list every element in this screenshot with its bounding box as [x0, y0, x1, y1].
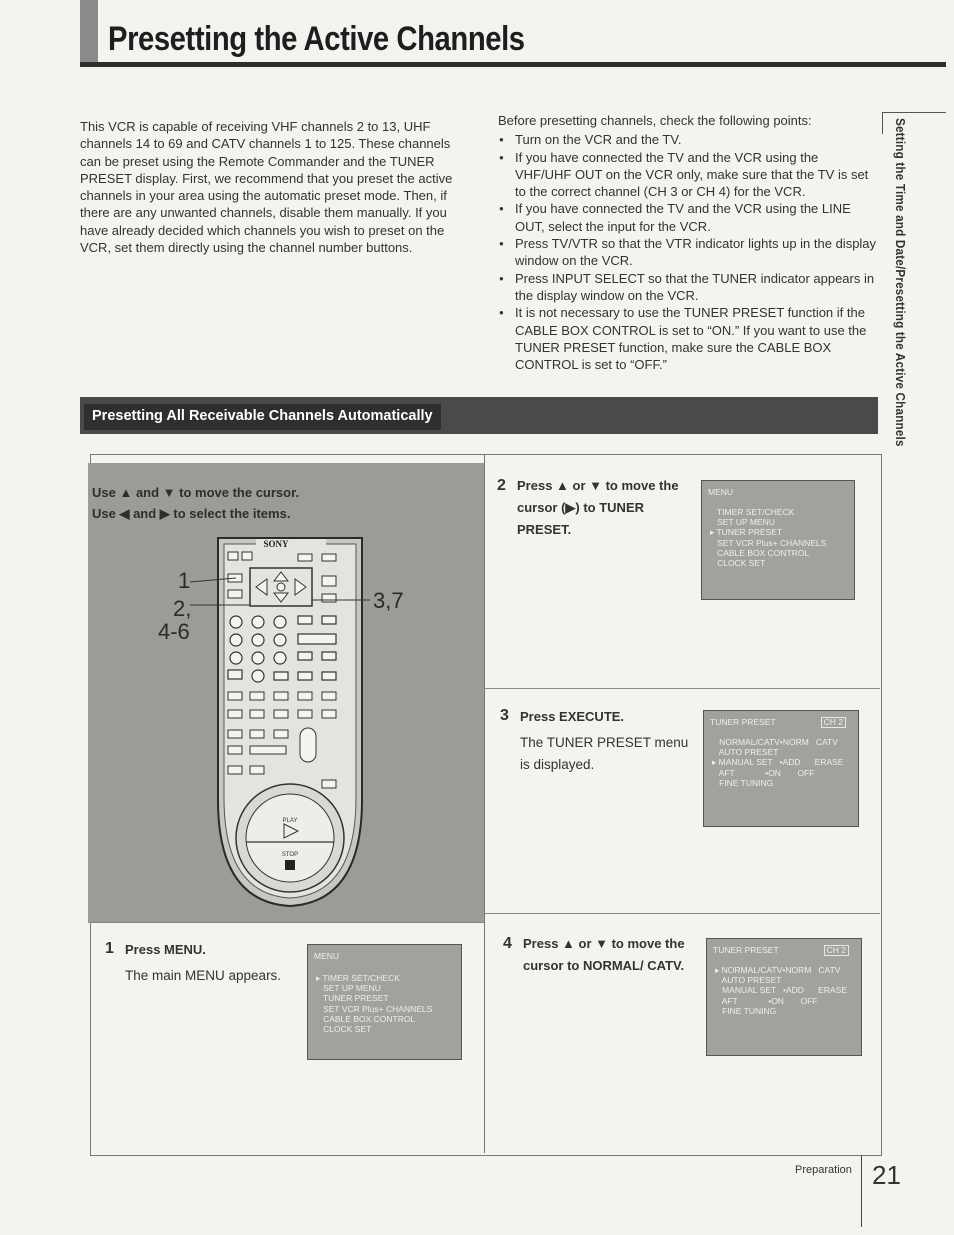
step-title: Press MENU. [125, 942, 206, 957]
screen-header: MENU [314, 951, 340, 961]
callout-steps-4-6: 4-6 [158, 619, 190, 644]
select-instruction: Use ◀ and ▶ to select the items. [92, 506, 291, 521]
page-number: 21 [872, 1160, 901, 1190]
checklist-item: ● Press INPUT SELECT so that the TUNER indicator appears in the display window on the VCR. [498, 270, 878, 305]
step-number: 1 [105, 940, 114, 957]
cursor-instruction: Use ▲ and ▼ to move the cursor. [92, 485, 300, 500]
callout-steps-3-7: 3,7 [373, 588, 404, 613]
screen-line: AUTO PRESET [712, 747, 779, 758]
screen-line: TIMER SET/CHECK [710, 507, 795, 517]
step-number: 3 [500, 707, 509, 724]
screen-line: AFT •ON OFF [712, 767, 815, 778]
screen-line: SET UP MENU [710, 517, 775, 528]
channel-indicator: CH 2 [821, 717, 846, 728]
intro-right-lead: Before presetting channels, check the following points: [498, 113, 812, 128]
side-tab-marker [882, 112, 883, 134]
tuner-preset-screen [703, 710, 859, 827]
checklist-item-continuation: ● If you have connected the TV and the VCR using the LINE OUT, select the input for the VCR. [498, 200, 878, 235]
footer-rule [861, 1155, 862, 1227]
step-divider [90, 922, 484, 923]
screen-header: MENU [708, 487, 734, 497]
brand-logo: SONY [263, 539, 289, 549]
screen-line: FINE TUNING [715, 1005, 777, 1016]
screen-line: TUNER PRESET [316, 993, 389, 1004]
screen-line: SET UP MENU [316, 983, 381, 994]
checklist [498, 131, 878, 373]
screen-line: CLOCK SET [316, 1024, 372, 1035]
side-tab-rule [882, 112, 946, 113]
step-number: 4 [503, 935, 512, 952]
menu-screen [701, 480, 855, 600]
screen-line: ▸ TIMER SET/CHECK [316, 973, 400, 983]
screen-line: CABLE BOX CONTROL [710, 547, 810, 558]
menu-screen [307, 944, 462, 1060]
remote-commander-illustration [150, 530, 450, 915]
checklist-item: ● Press TV/VTR so that the VTR indicator lights up in the display window on the VCR. [498, 235, 878, 270]
column-divider [484, 455, 485, 1153]
page-title: Presetting the Active Channels [108, 20, 525, 58]
step-title: Press EXECUTE. [520, 709, 625, 724]
step-title: Press ▲ or ▼ to move the cursor (▶) to TUNER PRESET. [517, 478, 679, 537]
screen-line: AUTO PRESET [715, 975, 782, 986]
screen-line: SET VCR Plus+ CHANNELS [710, 537, 827, 548]
checklist-item: ● Turn on the VCR and the TV. [498, 131, 878, 148]
screen-line: ▸ TUNER PRESET [710, 527, 783, 538]
footer-section-label: Preparation [795, 1164, 852, 1176]
screen-line: CLOCK SET [710, 558, 766, 569]
checklist-item: ● If you have connected the TV and the VCR using the VHF/UHF OUT on the VCR only, make sure that the TV is set to the correct channel (CH 3 or CH 4) for the VCR. [498, 149, 878, 201]
side-tab-label: Setting the Time and Date/Presetting the Active Channels [893, 118, 908, 447]
screen-header: TUNER PRESET [713, 945, 779, 955]
channel-indicator: CH 2 [824, 945, 849, 956]
stop-label: STOP [281, 852, 299, 858]
screen-line: FINE TUNING [712, 777, 774, 788]
screen-line: ▸ NORMAL/CATV•NORM CATV [715, 965, 841, 975]
step-description: The TUNER PRESET menu is displayed. [520, 735, 689, 772]
screen-header: TUNER PRESET [710, 717, 776, 727]
callout-step-1: 1 [178, 568, 191, 593]
step-title: Press ▲ or ▼ to move the cursor to NORMAL/ CATV. [523, 936, 685, 973]
title-accent-bar [80, 0, 98, 62]
step-divider [485, 688, 880, 689]
title-rule [80, 62, 946, 67]
screen-line: AFT •ON OFF [715, 995, 818, 1006]
screen-line: SET VCR Plus+ CHANNELS [316, 1003, 433, 1014]
screen-line: NORMAL/CATV•NORM CATV [712, 737, 838, 747]
tuner-preset-screen [706, 938, 862, 1056]
step-description: The main MENU appears. [125, 968, 282, 983]
step-divider [485, 913, 880, 914]
step-number: 2 [497, 477, 506, 494]
screen-line: ▸ MANUAL SET •ADD ERASE [712, 757, 844, 768]
checklist-item: ● It is not necessary to use the TUNER PRESET function if the CABLE BOX CONTROL is set to “ON.” If you want to use the TUNER PRESET function, make sure the CABLE BOX CONTROL is set to “OFF.” [498, 304, 878, 373]
intro-left-paragraph: This VCR is capable of receiving VHF channels 2 to 13, UHF channels 14 to 69 and CATV channels 1 to 125. These channels can be preset using the Remote Commander and the TUNER PRESET display. First, we recommend that you preset the active channels in your area using the automatic preset mode. Then, if there are any unwanted channels, disable them manually. If you have already decided which channels you wish to preset on the VCR, set them directly using the channel number buttons. [80, 119, 453, 256]
screen-line: CABLE BOX CONTROL [316, 1013, 416, 1024]
screen-line: MANUAL SET •ADD ERASE [715, 985, 847, 996]
play-label: PLAY [282, 818, 298, 824]
intro-right-column [498, 112, 878, 373]
callout-step-2: 2, [173, 596, 192, 621]
section-heading: Presetting All Receivable Channels Automatically [84, 404, 441, 430]
